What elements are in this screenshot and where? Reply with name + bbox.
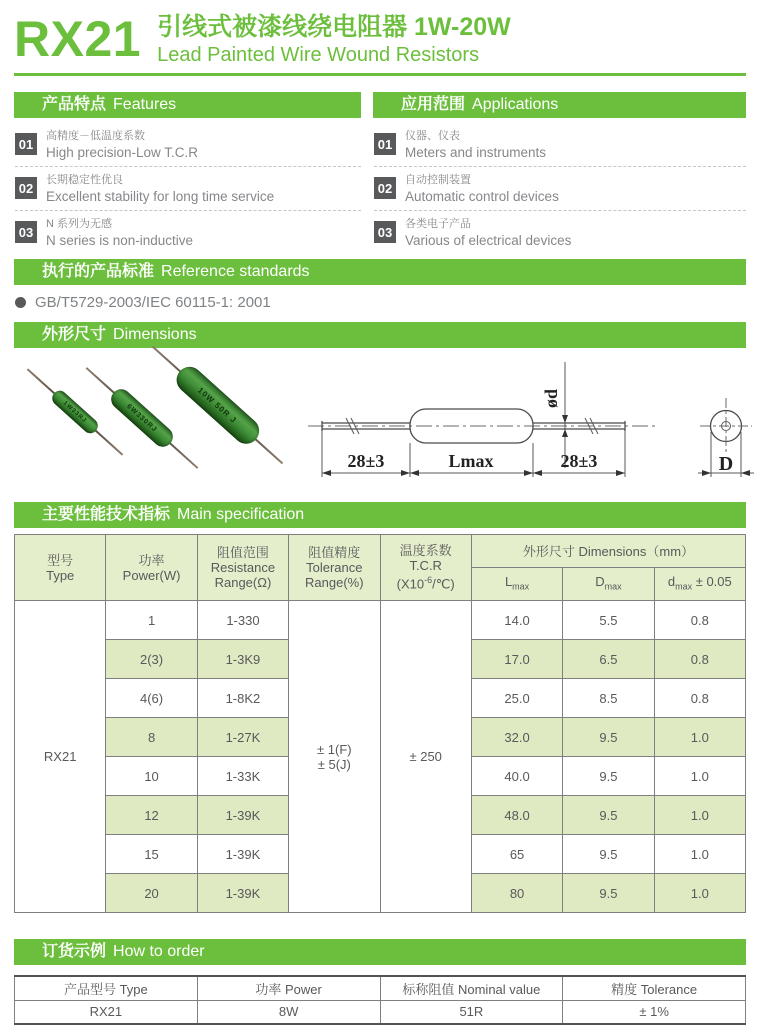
type-cell: RX21 [15, 601, 106, 913]
features-heading-en: Features [113, 96, 177, 113]
item-text-en: N series is non-inductive [46, 233, 194, 248]
dimensions-heading-cn: 外形尺寸 [42, 326, 107, 343]
resistor-marking: 10W 50R J [196, 385, 239, 425]
features-list [14, 118, 361, 249]
header-divider [14, 73, 746, 76]
applications-column [373, 92, 746, 249]
order-header-nominal: 标称阻值 Nominal value [380, 976, 563, 1000]
dimensions-figure [14, 350, 746, 502]
spec-heading-en: Main specification [177, 506, 305, 523]
dim-label-d: ød [541, 388, 561, 408]
order-value-power: 8W [197, 1000, 380, 1024]
col-header-dimensions-group: 外形尺寸 Dimensions（mm） [471, 535, 745, 568]
list-item [15, 123, 361, 161]
order-value-nominal: 51R [380, 1000, 563, 1024]
col-header-tolerance: 阻值精度 Tolerance Range(%) [289, 535, 380, 601]
col-header-resistance: 阻值范围 Resistance Range(Ω) [197, 535, 288, 601]
model-number: RX21 [14, 11, 142, 67]
item-number-badge: 03 [374, 221, 396, 243]
dim-label-lmax: Lmax [448, 451, 494, 471]
order-heading [14, 939, 746, 965]
resistor-marking: 1W33RJ [62, 399, 88, 425]
order-value-tolerance: ± 1% [563, 1000, 746, 1024]
order-header-tolerance: 精度 Tolerance [563, 976, 746, 1000]
item-number-badge: 02 [15, 177, 37, 199]
table-row [15, 1000, 746, 1024]
item-text-en: Meters and instruments [405, 145, 547, 160]
features-heading-cn: 产品特点 [42, 96, 107, 113]
item-text-en: Automatic control devices [405, 189, 559, 204]
dim-label-lead-right: 28±3 [560, 451, 598, 471]
table-row: 4(6) 1-8K2 25.0 8.5 0.8 [15, 679, 746, 718]
applications-heading [373, 92, 746, 118]
title-english: Lead Painted Wire Wound Resistors [157, 44, 480, 66]
order-value-type: RX21 [15, 1000, 198, 1024]
col-header-power: 功率 Power(W) [106, 535, 197, 601]
dim-label-D: D [718, 453, 734, 475]
col-header-dmax-tol: $d_{max} \pm 0.05$ [654, 568, 745, 601]
list-item [374, 167, 746, 205]
resistor-marking: 6W330RJ [125, 402, 159, 434]
item-text-cn: 长期稳定性优良 [46, 174, 123, 186]
item-text-cn: 仪器、仪表 [405, 130, 460, 142]
tcr-cell: ± 250 [380, 601, 471, 913]
dim-label-lead-left: 28±3 [347, 451, 385, 471]
dimensions-heading [14, 322, 746, 348]
order-heading-cn: 订货示例 [42, 943, 107, 960]
technical-drawing [306, 350, 756, 502]
order-header-power: 功率 Power [197, 976, 380, 1000]
table-row: 15 1-39K 65 9.5 1.0 [15, 835, 746, 874]
table-row [15, 976, 746, 1000]
col-header-type: 型号 Type [15, 535, 106, 601]
item-text-cn: 高精度－低温度系数 [46, 130, 145, 142]
item-text-en: Various of electrical devices [405, 233, 572, 248]
standards-heading-cn: 执行的产品标准 [42, 263, 155, 280]
list-item [15, 167, 361, 205]
col-header-tcr: 温度系数 T.C.R $(X10^{-6}/℃)$ [380, 535, 471, 601]
item-text-en: Excellent stability for long time service [46, 189, 275, 204]
item-text-cn: 各类电子产品 [405, 218, 471, 230]
bullet-icon [15, 297, 26, 308]
table-row: RX21 1 1-330 ± 1(F) ± 5(J) ± 250 14.0 5.5 0.8 [15, 601, 746, 640]
standards-heading [14, 259, 746, 285]
list-item [374, 211, 746, 249]
order-header-type: 产品型号 Type [15, 976, 198, 1000]
order-table [14, 975, 746, 1025]
item-text-cn: 自动控制装置 [405, 174, 471, 186]
features-applications-section [14, 92, 746, 249]
item-number-badge: 03 [15, 221, 37, 243]
standards-heading-en: Reference standards [161, 263, 310, 280]
standard-reference [14, 285, 746, 322]
applications-heading-cn: 应用范围 [401, 96, 466, 113]
dimensions-heading-en: Dimensions [113, 326, 197, 343]
order-heading-en: How to order [113, 943, 205, 960]
features-column [14, 92, 361, 249]
col-header-dmax: $D_{max}$ [563, 568, 654, 601]
spec-table [14, 534, 746, 913]
table-row: 2(3) 1-3K9 17.0 6.5 0.8 [15, 640, 746, 679]
standard-text: GB/T5729-2003/IEC 60115-1: 2001 [35, 294, 271, 311]
item-text-en: High precision-Low T.C.R [46, 145, 199, 160]
item-number-badge: 02 [374, 177, 396, 199]
title-block [157, 10, 511, 68]
item-number-badge: 01 [15, 133, 37, 155]
header [14, 0, 746, 68]
table-row: 20 1-39K 80 9.5 1.0 [15, 874, 746, 913]
standards-section [14, 259, 746, 322]
table-row: 8 1-27K 32.0 9.5 1.0 [15, 718, 746, 757]
table-row: 12 1-39K 48.0 9.5 1.0 [15, 796, 746, 835]
features-heading [14, 92, 361, 118]
title-chinese: 引线式被漆线绕电阻器 1W-20W [157, 13, 511, 41]
spec-heading [14, 502, 746, 528]
applications-heading-en: Applications [472, 96, 559, 113]
item-number-badge: 01 [374, 133, 396, 155]
spec-heading-cn: 主要性能技术指标 [42, 506, 171, 523]
applications-list [373, 118, 746, 249]
table-row: 10 1-33K 40.0 9.5 1.0 [15, 757, 746, 796]
item-text-cn: N 系列为无感 [46, 218, 112, 230]
col-header-lmax: $L_{max}$ [471, 568, 562, 601]
tolerance-cell: ± 1(F) ± 5(J) [289, 601, 380, 913]
list-item [374, 123, 746, 161]
list-item [15, 211, 361, 249]
